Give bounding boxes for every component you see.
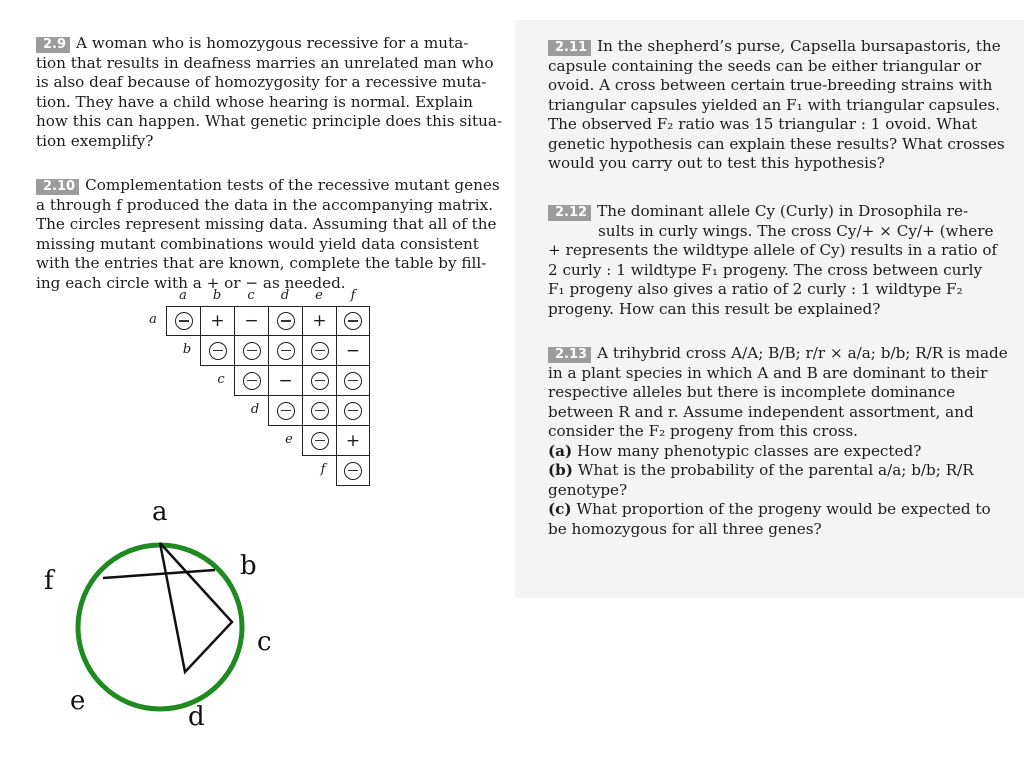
missing-data-circle-icon <box>243 342 261 360</box>
complementation-matrix <box>130 288 490 548</box>
matrix-col-label-5: f <box>350 288 356 303</box>
sub-question-c: (c) What proportion of the progeny would be expected to <box>548 500 991 518</box>
sub-question-b: (b) What is the probability of the parental a/a; b/b; R/R <box>548 461 974 479</box>
problem-text-line: triangular capsules yielded an F₁ with triangular capsules. <box>548 95 1000 114</box>
matrix-cell <box>268 306 302 336</box>
matrix-cell <box>268 396 302 426</box>
matrix-cell <box>302 396 336 426</box>
matrix-row-label-3: d <box>250 402 260 417</box>
missing-data-circle-icon <box>311 372 329 390</box>
problem-text-line: tion. They have a child whose hearing is normal. Explain <box>36 92 473 111</box>
problem-text-line: missing mutant combinations would yield data consistent <box>36 234 479 253</box>
problem-text-line: progeny. How can this result be explained? <box>548 299 881 318</box>
problem-number: 2.10 <box>36 179 79 195</box>
problem-number: 2.11 <box>548 40 591 56</box>
problem-2-10 <box>36 176 500 293</box>
matrix-row-label-0: a <box>149 312 157 327</box>
diagram-label-a: a <box>152 497 168 527</box>
diagram-circle <box>78 545 242 709</box>
problem-2-11 <box>548 37 1018 174</box>
problem-2-9 <box>36 34 503 151</box>
matrix-col-label-2: c <box>247 288 255 303</box>
problem-text-line: tion exemplify? <box>36 131 154 150</box>
matrix-cell <box>234 366 268 396</box>
diagram-label-b: b <box>240 551 257 581</box>
matrix-cell <box>336 306 370 336</box>
matrix-cell <box>302 426 336 456</box>
missing-data-circle-icon <box>277 402 295 420</box>
problem-text-line: genetic hypothesis can explain these results? What crosses <box>548 134 1005 153</box>
problem-text-line: a through f produced the data in the accompanying matrix. <box>36 195 494 214</box>
matrix-row-label-2: c <box>217 372 225 387</box>
matrix-col-label-1: b <box>212 288 222 303</box>
diagram-label-d: d <box>188 702 205 732</box>
matrix-cell <box>200 336 234 366</box>
problem-2-13 <box>548 344 1018 539</box>
sub-question-b-cont: genotype? <box>548 480 628 499</box>
problem-text-line: between R and r. Assume independent assortment, and <box>548 402 974 421</box>
triangle-a-c-d <box>160 543 232 672</box>
matrix-row-label-5: f <box>320 462 326 477</box>
matrix-col-label-0: a <box>179 288 187 303</box>
missing-data-circle-icon <box>344 462 362 480</box>
problem-text-line: + represents the wildtype allele of Cy) results in a ratio of <box>548 241 998 259</box>
problem-text-line: would you carry out to test this hypothesis? <box>548 154 885 172</box>
problem-text-line: respective alleles but there is incomplete dominance <box>548 383 956 401</box>
problem-text-line: is also deaf because of homozygosity for a recessive muta- <box>36 73 487 91</box>
missing-data-circle-icon <box>311 432 329 450</box>
matrix-cell: − <box>268 366 302 396</box>
problem-text-line: consider the F₂ progeny from this cross. <box>548 422 859 440</box>
problem-number: 2.9 <box>36 37 70 53</box>
sub-question-a: (a) How many phenotypic classes are expected? <box>548 441 922 460</box>
diagram-label-c: c <box>257 627 272 657</box>
problem-text-line: sults in curly wings. The cross Cy/+ × Cy/+ (where <box>598 221 994 240</box>
problem-text-line: In the shepherd’s purse, Capsella bursapastoris, the <box>597 37 1001 55</box>
matrix-cell: + <box>200 306 234 336</box>
missing-data-circle-icon <box>175 312 193 330</box>
matrix-cell <box>302 366 336 396</box>
sub-question-c-cont: be homozygous for all three genes? <box>548 519 822 538</box>
matrix-cell: − <box>234 306 268 336</box>
matrix-cell: − <box>336 336 370 366</box>
matrix-cell <box>166 306 200 336</box>
problem-text-line: The dominant allele Cy (Curly) in Drosophila re- <box>597 202 969 220</box>
missing-data-circle-icon <box>344 312 362 330</box>
problem-text-line: tion that results in deafness marries an unrelated man who <box>36 53 494 72</box>
matrix-cell <box>336 366 370 396</box>
problem-text-line: ovoid. A cross between certain true-breeding strains with <box>548 76 993 94</box>
missing-data-circle-icon <box>344 372 362 390</box>
problem-text-line: ing each circle with a + or − as needed. <box>36 273 346 292</box>
matrix-cell <box>336 396 370 426</box>
missing-data-circle-icon <box>344 402 362 420</box>
matrix-cell: + <box>336 426 370 456</box>
matrix-cell <box>336 456 370 486</box>
problem-text-line: Complementation tests of the recessive mutant genes <box>85 176 500 194</box>
problem-text-line: The circles represent missing data. Assuming that all of the <box>36 215 497 233</box>
matrix-row-label-4: e <box>285 432 293 447</box>
matrix-col-label-4: e <box>315 288 323 303</box>
diagram-label-f: f <box>44 566 54 596</box>
missing-data-circle-icon <box>277 312 295 330</box>
missing-data-circle-icon <box>277 342 295 360</box>
problem-text-line: A woman who is homozygous recessive for a muta- <box>76 34 469 52</box>
problem-text-line: 2 curly : 1 wildtype F₁ progeny. The cross between curly <box>548 260 983 279</box>
problem-2-12 <box>548 202 1018 319</box>
matrix-cell: + <box>302 306 336 336</box>
matrix-cell <box>234 336 268 366</box>
matrix-cell <box>302 336 336 366</box>
line-f-b <box>103 570 215 578</box>
problem-text-line: The observed F₂ ratio was 15 triangular : 1 ovoid. What <box>548 115 977 133</box>
problem-text-line: how this can happen. What genetic principle does this situa- <box>36 112 503 130</box>
diagram-label-e: e <box>70 686 86 716</box>
matrix-col-label-3: d <box>280 288 290 303</box>
problem-number: 2.12 <box>548 205 591 221</box>
right-textbook-scan <box>515 20 1024 598</box>
matrix-row-label-1: b <box>182 342 192 357</box>
missing-data-circle-icon <box>311 342 329 360</box>
problem-text-line: capsule containing the seeds can be either triangular or <box>548 56 982 75</box>
problem-text-line: with the entries that are known, complete the table by fill- <box>36 254 487 272</box>
problem-text-line: A trihybrid cross A/A; B/B; r/r × a/a; b/b; R/R is made <box>597 344 1008 362</box>
problem-text-line: in a plant species in which A and B are dominant to their <box>548 363 988 382</box>
missing-data-circle-icon <box>209 342 227 360</box>
problem-number: 2.13 <box>548 347 591 363</box>
problem-text-line: F₁ progeny also gives a ratio of 2 curly : 1 wildtype F₂ <box>548 280 963 298</box>
missing-data-circle-icon <box>311 402 329 420</box>
missing-data-circle-icon <box>243 372 261 390</box>
matrix-cell <box>268 336 302 366</box>
